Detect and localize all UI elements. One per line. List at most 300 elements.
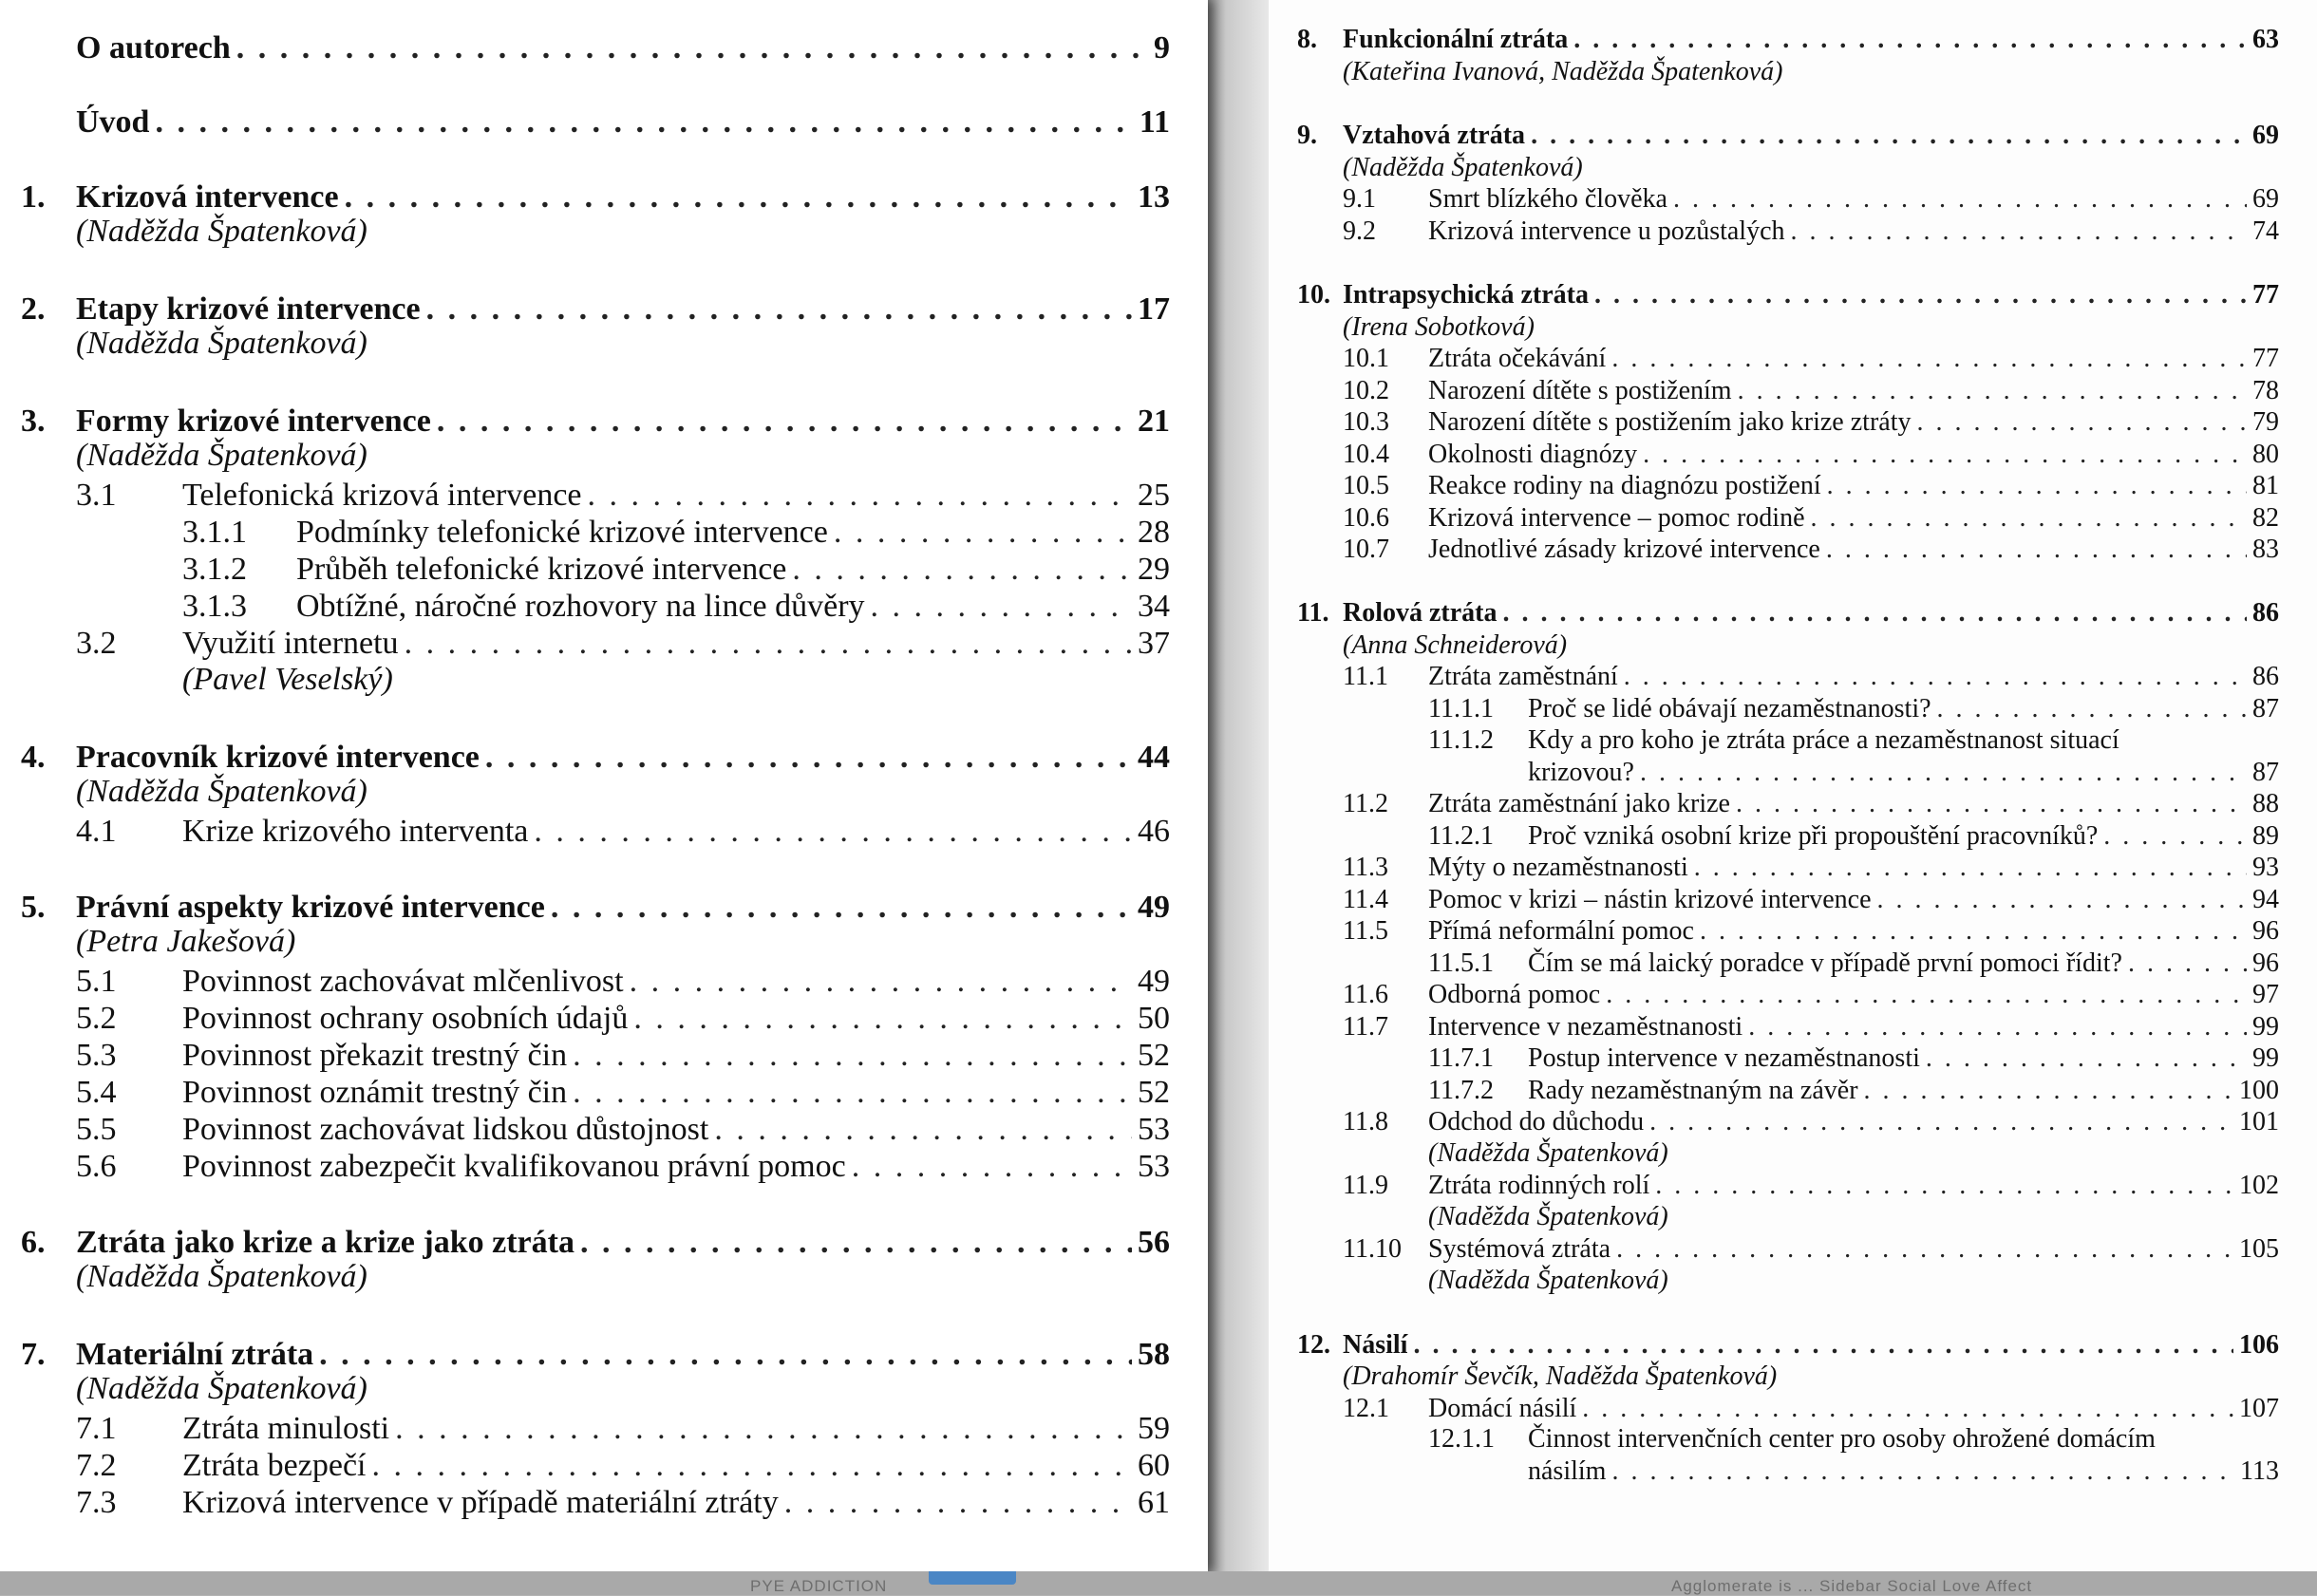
taskbar-tab[interactable]	[929, 1571, 1016, 1585]
dot-leader	[573, 1038, 1132, 1074]
entry-title-continued: násilím	[1528, 1456, 1607, 1486]
page-number: 86	[2252, 662, 2279, 691]
chapter-number: 8.	[1297, 25, 1317, 54]
section-number: 10.3	[1343, 407, 1389, 437]
entry-title: Úvod	[76, 104, 150, 140]
section-number: 3.1.3	[182, 589, 247, 624]
section-number: 3.1.1	[182, 515, 247, 550]
toc-entry-11-10[interactable]	[1343, 1234, 2279, 1265]
page-number: 21	[1138, 404, 1170, 439]
chapter-number: 9.	[1297, 121, 1317, 150]
entry-title: Povinnost ochrany osobních údajů	[182, 1001, 629, 1036]
dot-leader	[852, 1149, 1132, 1185]
toc-entry-chapter-8[interactable]	[1297, 25, 2279, 55]
section-number: 11.7.1	[1428, 1043, 1494, 1073]
section-number: 3.1.2	[182, 552, 247, 587]
dot-leader	[2103, 821, 2247, 852]
page-number: 44	[1138, 740, 1170, 775]
taskbar-text-right: Agglomerate is ... Sidebar Social Love Affect	[1671, 1577, 2033, 1595]
dot-leader	[1649, 1107, 2233, 1137]
chapter-author: (Anna Schneiderová)	[1343, 630, 1568, 660]
toc-entry-chapter-2[interactable]	[21, 290, 1170, 328]
page-number: 11	[1139, 104, 1170, 140]
entry-title: Odborná pomoc	[1428, 980, 1601, 1009]
section-number: 10.6	[1343, 503, 1389, 533]
entry-title: Ztráta bezpečí	[182, 1448, 367, 1483]
page-number: 96	[2252, 948, 2279, 978]
entry-title: Povinnost oznámit trestný čin	[182, 1075, 568, 1110]
dot-leader	[630, 964, 1132, 1000]
entry-title: Průběh telefonické krizové intervence	[296, 552, 787, 587]
page-number: 52	[1138, 1075, 1170, 1110]
section-number: 5.3	[76, 1038, 117, 1073]
dot-leader	[1826, 535, 2247, 565]
entry-title: Reakce rodiny na diagnózu postižení	[1428, 471, 1821, 500]
page-number: 87	[2252, 694, 2279, 723]
entry-title: Povinnost zachovávat lidskou důstojnost	[182, 1112, 709, 1147]
dot-leader	[1582, 1394, 2233, 1424]
page-number: 58	[1138, 1337, 1170, 1372]
dot-leader	[426, 291, 1132, 328]
page-number: 82	[2252, 503, 2279, 533]
page-number: 105	[2239, 1234, 2279, 1264]
dot-leader	[371, 1448, 1132, 1484]
toc-entry-3-1-3[interactable]	[182, 587, 1170, 625]
section-number: 11.3	[1343, 853, 1388, 882]
toc-entry-chapter-12[interactable]	[1297, 1330, 2279, 1361]
dot-leader	[633, 1001, 1132, 1037]
section-number: 7.2	[76, 1448, 117, 1483]
entry-title: Ztráta rodinných rolí	[1428, 1171, 1650, 1200]
dot-leader	[1606, 980, 2247, 1010]
dot-leader	[834, 515, 1132, 551]
page-number: 17	[1138, 291, 1170, 327]
toc-entry-11-5[interactable]	[1343, 916, 2279, 947]
chapter-number: 1.	[21, 179, 46, 215]
entry-title: Domácí násilí	[1428, 1394, 1577, 1423]
entry-title: Krizová intervence v případě materiální ztráty	[182, 1485, 779, 1520]
section-number: 5.2	[76, 1001, 117, 1036]
dot-leader	[1877, 885, 2247, 915]
entry-title: Rady nezaměstnaným na závěr	[1528, 1076, 1858, 1105]
section-number: 10.5	[1343, 471, 1389, 500]
toc-entry-11-9[interactable]	[1343, 1171, 2279, 1201]
page-number: 50	[1138, 1001, 1170, 1036]
section-number: 4.1	[76, 814, 117, 849]
toc-entry-3-2[interactable]	[76, 624, 1170, 662]
dot-leader	[1594, 280, 2247, 310]
section-number: 11.2	[1343, 789, 1388, 818]
page-number: 78	[2252, 376, 2279, 405]
entry-title: Intervence v nezaměstnanosti	[1428, 1012, 1743, 1042]
section-number: 11.8	[1343, 1107, 1388, 1136]
entry-title: Právní aspekty krizové intervence	[76, 890, 545, 925]
toc-entry-chapter-11[interactable]	[1297, 598, 2279, 629]
entry-title: Odchod do důchodu	[1428, 1107, 1645, 1136]
entry-title: Etapy krizové intervence	[76, 291, 421, 327]
dot-leader	[155, 104, 1133, 141]
page-number: 60	[1138, 1448, 1170, 1483]
dot-leader	[784, 1485, 1132, 1521]
chapter-number: 4.	[21, 740, 46, 775]
toc-entry-3-1-2[interactable]	[182, 550, 1170, 588]
dot-leader	[1738, 376, 2247, 406]
page-number: 99	[2252, 1012, 2279, 1042]
toc-entry-10-1[interactable]	[1343, 344, 2279, 374]
page-number: 25	[1138, 478, 1170, 513]
toc-entry-7-1[interactable]	[76, 1409, 1170, 1447]
section-number: 7.3	[76, 1485, 117, 1520]
page-number: 49	[1138, 964, 1170, 999]
toc-entry-12-1-1-line2[interactable]	[1528, 1456, 2279, 1487]
chapter-author: (Kateřina Ivanová, Naděžda Špatenková)	[1343, 57, 1783, 86]
page-number: 93	[2252, 853, 2279, 882]
section-author: (Naděžda Špatenková)	[1428, 1138, 1668, 1168]
page-number: 100	[2239, 1076, 2279, 1105]
page-number: 97	[2252, 980, 2279, 1009]
entry-title-continued: krizovou?	[1528, 758, 1634, 787]
page-number: 61	[1138, 1485, 1170, 1520]
entry-title: Povinnost překazit trestný čin	[182, 1038, 568, 1073]
toc-entry-chapter-9[interactable]	[1297, 121, 2279, 151]
entry-title: Využití internetu	[182, 626, 399, 661]
toc-entry-chapter-1[interactable]	[21, 178, 1170, 216]
entry-title: Přímá neformální pomoc	[1428, 916, 1694, 946]
toc-entry-11-2-1[interactable]	[1428, 821, 2279, 852]
page-number: 9	[1154, 30, 1170, 66]
dot-leader	[1611, 344, 2247, 374]
entry-title: Narození dítěte s postižením	[1428, 376, 1732, 405]
section-author: (Pavel Veselský)	[182, 662, 393, 697]
toc-entry-10-3[interactable]	[1343, 407, 2279, 438]
toc-entry-3-1[interactable]	[76, 476, 1170, 514]
chapter-author: (Naděžda Špatenková)	[76, 326, 367, 361]
toc-entry-chapter-3[interactable]	[21, 402, 1170, 440]
chapter-number: 10.	[1297, 280, 1330, 310]
page-number: 94	[2252, 885, 2279, 914]
entry-title: Ztráta očekávání	[1428, 344, 1607, 373]
page-number: 46	[1138, 814, 1170, 849]
dot-leader	[1673, 184, 2247, 215]
dot-leader	[534, 814, 1132, 850]
page-number: 89	[2252, 821, 2279, 851]
chapter-author: (Naděžda Špatenková)	[76, 438, 367, 473]
dot-leader	[1616, 1234, 2233, 1265]
dot-leader	[1864, 1076, 2233, 1106]
toc-entry-chapter-7[interactable]	[21, 1335, 1170, 1373]
section-number: 7.1	[76, 1411, 117, 1446]
section-number: 10.7	[1343, 535, 1389, 564]
dot-leader	[2128, 948, 2247, 979]
page-number: 69	[2252, 184, 2279, 214]
section-number: 9.1	[1343, 184, 1376, 214]
section-number: 11.7.2	[1428, 1076, 1494, 1105]
entry-title: Telefonická krizová intervence	[182, 478, 582, 513]
chapter-number: 11.	[1297, 598, 1329, 628]
toc-entry-11-6[interactable]	[1343, 980, 2279, 1010]
chapter-number: 12.	[1297, 1330, 1330, 1360]
entry-title: Násilí	[1343, 1330, 1408, 1360]
toc-entry-11-7[interactable]	[1343, 1012, 2279, 1042]
section-author: (Naděžda Špatenková)	[1428, 1202, 1668, 1231]
dot-leader	[1736, 789, 2247, 819]
page-number: 52	[1138, 1038, 1170, 1073]
entry-title: Ztráta jako krize a krize jako ztráta	[76, 1225, 575, 1260]
chapter-number: 3.	[21, 404, 46, 439]
entry-title: Postup intervence v nezaměstnanosti	[1528, 1043, 1920, 1073]
entry-title: Systémová ztráta	[1428, 1234, 1611, 1264]
toc-entry-chapter-6[interactable]	[21, 1223, 1170, 1261]
page-number: 74	[2252, 216, 2279, 246]
toc-entry-5-2[interactable]	[76, 999, 1170, 1037]
page-number: 88	[2252, 789, 2279, 818]
page-number: 79	[2252, 407, 2279, 437]
dot-leader	[1791, 216, 2247, 247]
toc-entry-5-6[interactable]	[76, 1147, 1170, 1185]
dot-leader	[588, 478, 1132, 514]
chapter-author: (Naděžda Špatenková)	[76, 1371, 367, 1406]
section-author: (Naděžda Špatenková)	[1428, 1266, 1668, 1295]
section-number: 11.1.2	[1428, 725, 1494, 755]
page-number: 99	[2252, 1043, 2279, 1073]
entry-title: Materiální ztráta	[76, 1337, 314, 1372]
book-gutter	[1208, 0, 1269, 1595]
toc-entry-11-1-2-line1[interactable]	[1428, 725, 2119, 756]
section-number: 12.1	[1343, 1394, 1389, 1423]
toc-entry-5-5[interactable]	[76, 1110, 1170, 1148]
entry-title: Ztráta minulosti	[182, 1411, 390, 1446]
entry-title: Formy krizové intervence	[76, 404, 431, 439]
toc-entry-12-1-1-line1[interactable]	[1428, 1424, 2156, 1455]
chapter-author: (Naděžda Špatenková)	[76, 1259, 367, 1294]
section-number: 12.1.1	[1428, 1424, 1495, 1454]
page-number: 56	[1138, 1225, 1170, 1260]
section-number: 11.1.1	[1428, 694, 1494, 723]
dot-leader	[1748, 1012, 2247, 1042]
toc-entry-3-1-1[interactable]	[182, 513, 1170, 551]
chapter-author: (Naděžda Špatenková)	[76, 774, 367, 809]
chapter-author: (Petra Jakešová)	[76, 924, 296, 959]
dot-leader	[1811, 503, 2247, 534]
toc-entry-chapter-4[interactable]	[21, 738, 1170, 776]
page-number: 34	[1138, 589, 1170, 624]
entry-title: Smrt blízkého člověka	[1428, 184, 1667, 214]
entry-title: Vztahová ztráta	[1343, 121, 1526, 150]
entry-title: Krizová intervence	[76, 179, 339, 215]
section-number: 5.5	[76, 1112, 117, 1147]
dot-leader	[395, 1411, 1132, 1447]
section-number: 11.5.1	[1428, 948, 1494, 978]
page-number: 28	[1138, 515, 1170, 550]
section-number: 5.4	[76, 1075, 117, 1110]
toc-entry-7-3[interactable]	[76, 1483, 1170, 1521]
chapter-number: 6.	[21, 1225, 46, 1260]
entry-title: Činnost intervenčních center pro osoby ohrožené domácím	[1528, 1424, 2156, 1454]
dot-leader	[1926, 1043, 2247, 1074]
section-number: 3.2	[76, 626, 117, 661]
toc-entry-9-2[interactable]	[1343, 216, 2279, 247]
entry-title: Proč vzniká osobní krize při propouštění pracovníků?	[1528, 821, 2099, 851]
toc-page-right	[1269, 0, 2317, 1581]
page-number: 49	[1138, 890, 1170, 925]
dot-leader	[1643, 440, 2247, 470]
toc-entry-11-7-2[interactable]	[1428, 1076, 2279, 1106]
dot-leader	[573, 1075, 1132, 1111]
dot-leader	[1827, 471, 2247, 501]
toc-entry-chapter-5[interactable]	[21, 888, 1170, 926]
chapter-author: (Irena Sobotková)	[1343, 312, 1535, 342]
dot-leader	[319, 1337, 1132, 1373]
section-number: 11.5	[1343, 916, 1388, 946]
toc-entry-10-4[interactable]	[1343, 440, 2279, 470]
page-number: 13	[1138, 179, 1170, 215]
toc-entry-uvod[interactable]	[21, 103, 1170, 141]
dot-leader	[485, 740, 1132, 776]
toc-entry-10-6[interactable]	[1343, 503, 2279, 534]
page-number: 77	[2252, 344, 2279, 373]
toc-entry-5-1[interactable]	[76, 962, 1170, 1000]
toc-entry-7-2[interactable]	[76, 1446, 1170, 1484]
entry-title: Čím se má laický poradce v případě první pomoci řídit?	[1528, 948, 2122, 978]
dot-leader	[1916, 407, 2247, 438]
section-number: 5.1	[76, 964, 117, 999]
page-number: 107	[2239, 1394, 2279, 1423]
toc-entry-11-1[interactable]	[1343, 662, 2279, 692]
chapter-number: 2.	[21, 291, 46, 327]
entry-title: Jednotlivé zásady krizové intervence	[1428, 535, 1820, 564]
section-number: 11.4	[1343, 885, 1388, 914]
section-number: 11.7	[1343, 1012, 1388, 1042]
section-number: 11.2.1	[1428, 821, 1494, 851]
dot-leader	[437, 404, 1132, 440]
toc-entry-10-5[interactable]	[1343, 471, 2279, 501]
entry-title: Krize krizového interventa	[182, 814, 529, 849]
toc-entry-11-1-1[interactable]	[1428, 694, 2279, 724]
entry-title: Krizová intervence – pomoc rodině	[1428, 503, 1805, 533]
entry-title: Povinnost zabezpečit kvalifikovanou právní pomoc	[182, 1149, 846, 1184]
toc-entry-11-3[interactable]	[1343, 853, 2279, 883]
entry-title: Povinnost zachovávat mlčenlivost	[182, 964, 624, 999]
toc-entry-5-3[interactable]	[76, 1036, 1170, 1074]
entry-title: Pomoc v krizi – nástin krizové intervence	[1428, 885, 1872, 914]
dot-leader	[714, 1112, 1132, 1148]
section-number: 5.6	[76, 1149, 117, 1184]
entry-title: Narození dítěte s postižením jako krize ztráty	[1428, 407, 1912, 437]
page-number: 83	[2252, 535, 2279, 564]
toc-entry-11-7-1[interactable]	[1428, 1043, 2279, 1074]
chapter-number: 5.	[21, 890, 46, 925]
section-number: 10.2	[1343, 376, 1389, 405]
toc-entry-9-1[interactable]	[1343, 184, 2279, 215]
toc-entry-11-8[interactable]	[1343, 1107, 2279, 1137]
page-number: 101	[2239, 1107, 2279, 1136]
toc-entry-11-5-1[interactable]	[1428, 948, 2279, 979]
entry-title: Ztráta zaměstnání jako krize	[1428, 789, 1730, 818]
dot-leader	[871, 589, 1132, 625]
toc-entry-11-1-2-line2[interactable]	[1528, 758, 2279, 788]
chapter-author: (Naděžda Špatenková)	[76, 214, 367, 249]
section-number: 3.1	[76, 478, 117, 513]
page-number: 29	[1138, 552, 1170, 587]
page-number: 53	[1138, 1149, 1170, 1184]
section-number: 9.2	[1343, 216, 1376, 246]
toc-entry-5-4[interactable]	[76, 1073, 1170, 1111]
entry-title: Krizová intervence u pozůstalých	[1428, 216, 1785, 246]
dot-leader	[1694, 853, 2247, 883]
dot-leader	[551, 890, 1132, 926]
entry-title: Mýty o nezaměstnanosti	[1428, 853, 1688, 882]
dot-leader	[236, 30, 1148, 66]
toc-entry-4-1[interactable]	[76, 812, 1170, 850]
toc-entry-chapter-10[interactable]	[1297, 280, 2279, 310]
page-number: 102	[2239, 1171, 2279, 1200]
page-number: 37	[1138, 626, 1170, 661]
section-number: 10.4	[1343, 440, 1389, 469]
dot-leader	[405, 626, 1132, 662]
dot-leader	[1531, 121, 2247, 151]
dot-leader	[1611, 1456, 2234, 1487]
page-number: 87	[2252, 758, 2279, 787]
chapter-number: 7.	[21, 1337, 46, 1372]
section-number: 11.6	[1343, 980, 1388, 1009]
page-number: 86	[2252, 598, 2279, 628]
dot-leader	[580, 1225, 1132, 1261]
toc-entry-12-1[interactable]	[1343, 1394, 2279, 1424]
entry-title: Intrapsychická ztráta	[1343, 280, 1589, 310]
toc-entry-o-autorech[interactable]	[21, 28, 1170, 66]
page-number: 53	[1138, 1112, 1170, 1147]
entry-title: O autorech	[76, 30, 231, 66]
page-number: 81	[2252, 471, 2279, 500]
page-number: 77	[2252, 280, 2279, 310]
dot-leader	[1413, 1330, 2233, 1361]
page-number: 106	[2239, 1330, 2279, 1360]
section-number: 11.1	[1343, 662, 1388, 691]
toc-entry-11-2[interactable]	[1343, 789, 2279, 819]
chapter-author: (Naděžda Špatenková)	[1343, 153, 1583, 182]
dot-leader	[1640, 758, 2247, 788]
entry-title: Okolnosti diagnózy	[1428, 440, 1638, 469]
toc-entry-11-4[interactable]	[1343, 885, 2279, 915]
dot-leader	[1624, 662, 2247, 692]
page-number: 113	[2240, 1456, 2279, 1486]
toc-entry-10-7[interactable]	[1343, 535, 2279, 565]
page-number: 59	[1138, 1411, 1170, 1446]
page-number: 80	[2252, 440, 2279, 469]
taskbar-text-left: PYE ADDICTION	[750, 1577, 888, 1595]
dot-leader	[792, 552, 1132, 588]
page-number: 69	[2252, 121, 2279, 150]
chapter-author: (Drahomír Ševčík, Naděžda Špatenková)	[1343, 1361, 1778, 1391]
entry-title: Obtížné, náročné rozhovory na lince důvěry	[296, 589, 865, 624]
entry-title: Rolová ztráta	[1343, 598, 1498, 628]
page-number: 63	[2252, 25, 2279, 54]
dot-leader	[1937, 694, 2247, 724]
entry-title: Kdy a pro koho je ztráta práce a nezaměstnanost situací	[1528, 725, 2119, 755]
page-number: 96	[2252, 916, 2279, 946]
section-number: 11.9	[1343, 1171, 1388, 1200]
entry-title: Proč se lidé obávají nezaměstnanosti?	[1528, 694, 1931, 723]
entry-title: Pracovník krizové intervence	[76, 740, 480, 775]
section-number: 10.1	[1343, 344, 1389, 373]
taskbar-strip	[0, 1571, 2317, 1595]
entry-title: Funkcionální ztráta	[1343, 25, 1569, 54]
toc-entry-10-2[interactable]	[1343, 376, 2279, 406]
dot-leader	[1700, 916, 2247, 947]
dot-leader	[1503, 598, 2247, 629]
dot-leader	[345, 179, 1132, 216]
section-number: 11.10	[1343, 1234, 1402, 1264]
